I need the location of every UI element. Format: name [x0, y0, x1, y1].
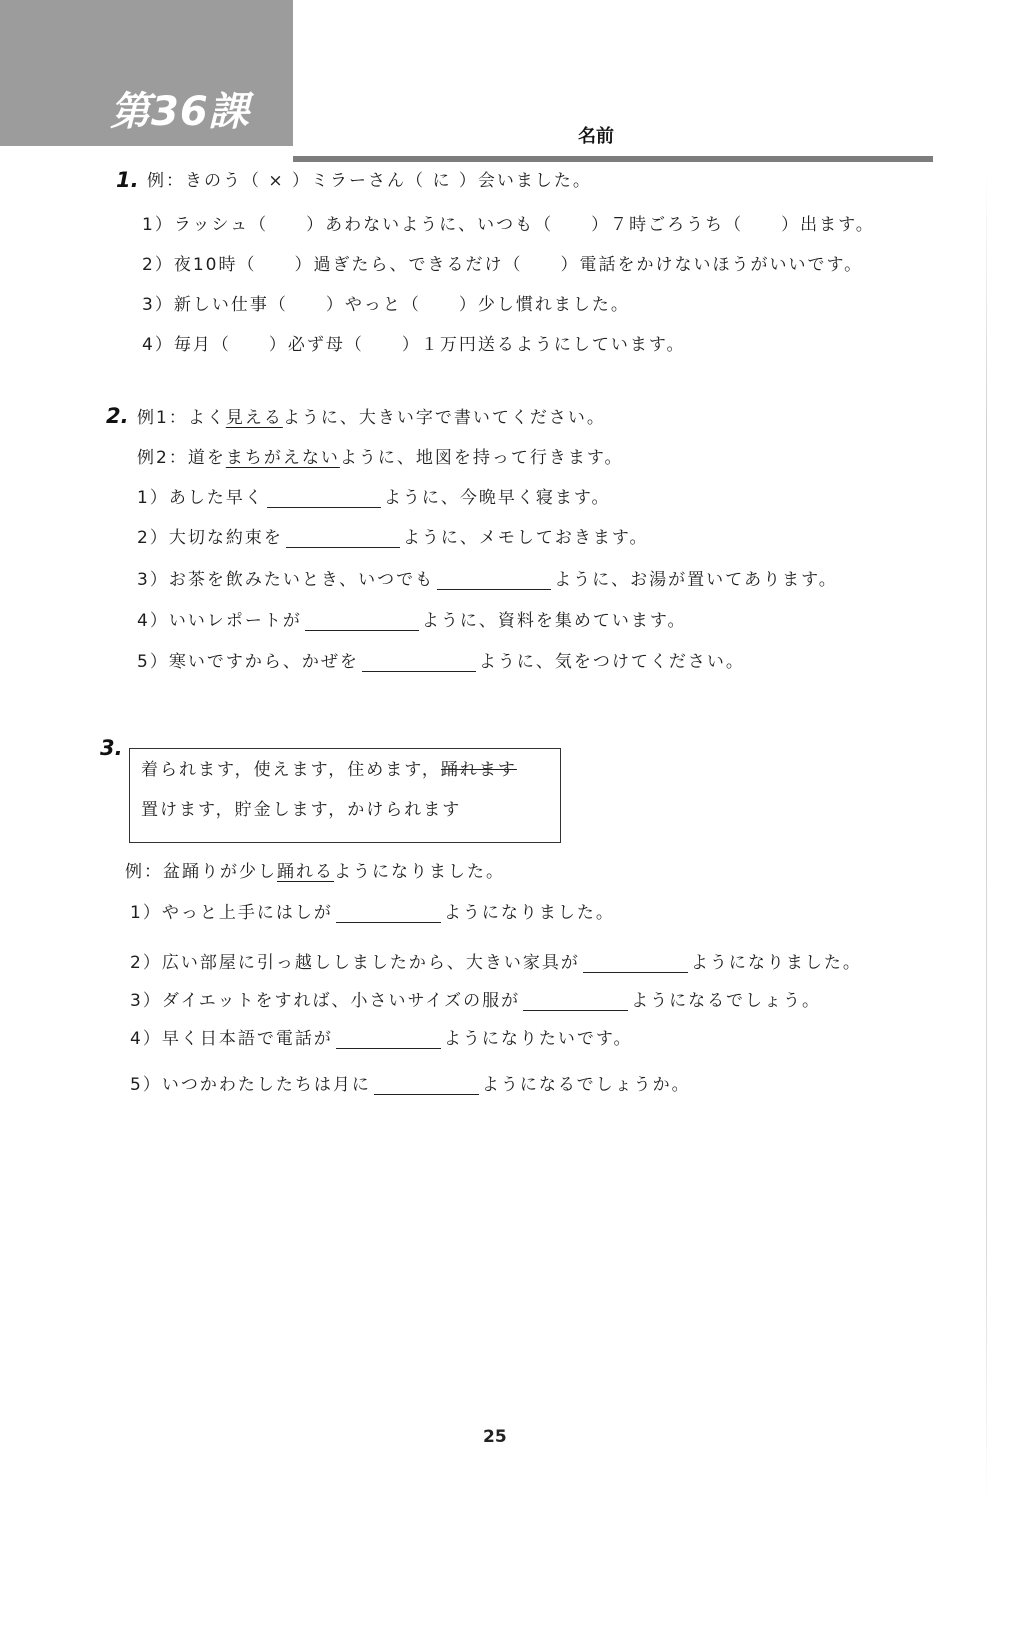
- word-box-line-1: [141, 760, 517, 780]
- example-answer: 踊れる: [277, 862, 334, 882]
- item-ending: ように、お湯が置いてあります。: [554, 570, 838, 590]
- answer-blank[interactable]: [267, 489, 381, 508]
- header-divider: [293, 156, 933, 162]
- item-prompt: 1）あした早く: [137, 488, 264, 508]
- section1-item-1: 1）ラッシュ（ ）あわないように、いつも（ ）７時ごろうち（ ）出ます。: [142, 215, 875, 235]
- item-ending: ように、メモしておきます。: [402, 528, 649, 548]
- example-suffix: ようになりました。: [334, 862, 505, 882]
- answer-blank[interactable]: [437, 571, 551, 590]
- used-example-word: 踊れます: [440, 760, 517, 780]
- item-prompt: 4）いいレポートが: [137, 611, 302, 631]
- item-ending: ように、今晩早く寝ます。: [383, 488, 611, 508]
- answer-blank[interactable]: [305, 612, 419, 631]
- item-prompt: 5）寒いですから、かぜを: [137, 652, 359, 672]
- section3-example: [125, 862, 505, 882]
- word-box-line-2: 置けます，貯金します，かけられます: [141, 800, 462, 820]
- section1-example: 例：きのう（ × ）ミラーさん（ に ）会いました。: [147, 171, 592, 191]
- item-ending: ようになりました。: [443, 903, 615, 923]
- section2-item-2: [137, 528, 648, 548]
- answer-blank[interactable]: [374, 1076, 479, 1095]
- section2-item-3: [137, 570, 838, 590]
- section2-example-2: [137, 448, 623, 468]
- item-prompt: 3）ダイエットをすれば、小さいサイズの服が: [130, 991, 521, 1011]
- section1-item-3: 3）新しい仕事（ ）やっと（ ）少し慣れました。: [142, 295, 630, 315]
- section3-item-3: [130, 991, 821, 1011]
- section2-item-5: [137, 652, 745, 672]
- example1-prefix: 例1：よく: [137, 408, 226, 428]
- page-edge-shadow: [986, 170, 987, 1510]
- item-prompt: 1）やっと上手にはしが: [130, 903, 333, 923]
- section2-item-1: [137, 488, 610, 508]
- item-prompt: 2）大切な約束を: [137, 528, 283, 548]
- item-prompt: 4）早く日本語で電話が: [130, 1029, 333, 1049]
- item-prompt: 3）お茶を飲みたいとき、いつでも: [137, 570, 435, 590]
- section3-item-1: [130, 903, 615, 923]
- item-ending: ようになりたいです。: [443, 1029, 633, 1049]
- example1-answer: 見える: [225, 408, 283, 428]
- name-label: 名前: [578, 126, 614, 147]
- answer-blank[interactable]: [523, 992, 628, 1011]
- section1-item-4: 4）毎月（ ）必ず母（ ）１万円送るようにしています。: [142, 335, 686, 355]
- section2-example-1: [137, 408, 606, 428]
- item-ending: ように、気をつけてください。: [478, 652, 745, 672]
- example-prefix: 例：盆踊りが少し: [125, 862, 277, 882]
- answer-blank[interactable]: [583, 954, 688, 973]
- example2-answer: まちがえない: [225, 448, 340, 468]
- section3-number: 3.: [100, 736, 123, 760]
- answer-blank[interactable]: [336, 904, 441, 923]
- section1-item-2: 2）夜10時（ ）過ぎたら、できるだけ（ ）電話をかけないほうがいいです。: [142, 255, 864, 275]
- lesson-header-block: [0, 0, 293, 146]
- item-prompt: 2）広い部屋に引っ越ししましたから、大きい家具が: [130, 953, 580, 973]
- page-number: 25: [483, 1427, 507, 1447]
- section3-item-2: [130, 953, 862, 973]
- item-ending: ように、資料を集めています。: [421, 611, 687, 631]
- section2-item-4: [137, 611, 686, 631]
- item-ending: ようになるでしょうか。: [481, 1075, 691, 1095]
- example1-suffix: ように、大きい字で書いてください。: [282, 408, 606, 428]
- answer-blank[interactable]: [336, 1030, 441, 1049]
- section2-number: 2.: [106, 404, 129, 428]
- item-ending: ようになりました。: [690, 953, 862, 973]
- item-prompt: 5）いつかわたしたちは月に: [130, 1075, 371, 1095]
- answer-blank[interactable]: [362, 653, 476, 672]
- example2-suffix: ように、地図を持って行きます。: [339, 448, 624, 468]
- lesson-title: 第36課: [110, 89, 250, 135]
- example2-prefix: 例2：道を: [137, 448, 226, 468]
- section3-item-4: [130, 1029, 632, 1049]
- word-list: 着られます，使えます，住めます，: [141, 760, 441, 780]
- section3-item-5: [130, 1075, 691, 1095]
- section1-number: 1.: [116, 168, 139, 192]
- answer-blank[interactable]: [286, 529, 400, 548]
- item-ending: ようになるでしょう。: [631, 991, 821, 1011]
